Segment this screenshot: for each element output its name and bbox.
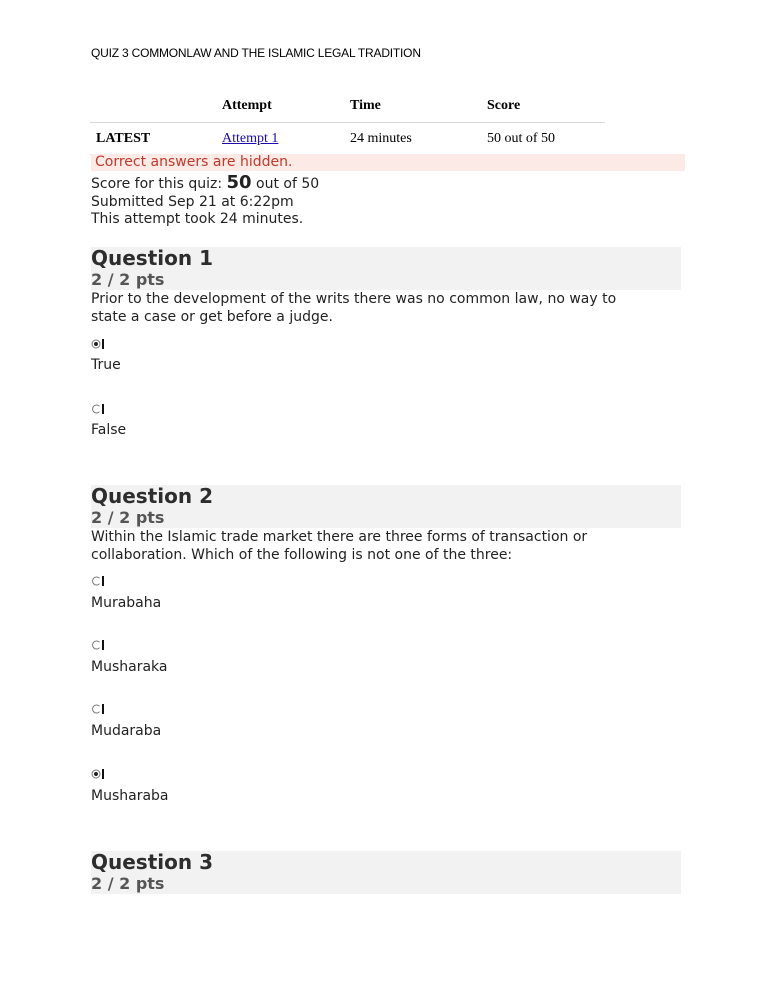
hidden-answers-notice: Correct answers are hidden. <box>91 154 685 171</box>
table-header-row <box>90 90 605 123</box>
answer-option-musharaba[interactable]: Musharaba <box>91 788 169 804</box>
answer-option-mudaraba[interactable]: Mudaraba <box>91 723 162 739</box>
latest-label: LATEST <box>90 123 216 155</box>
duration-line: This attempt took 24 minutes. <box>91 211 304 227</box>
score-cell: 50 out of 50 <box>481 123 605 155</box>
radio-unselected-icon[interactable] <box>91 575 105 587</box>
attempt-cell <box>216 123 344 155</box>
question-2-text-line-1: Within the Islamic trade market there are three forms of transaction or <box>91 529 588 545</box>
question-3-header <box>91 851 681 894</box>
score-suffix: out of 50 <box>256 176 320 192</box>
radio-selected-icon[interactable] <box>91 338 105 350</box>
radio-unselected-icon[interactable] <box>91 703 105 715</box>
score-line <box>91 174 319 194</box>
header-time: Time <box>344 90 481 123</box>
score-value: 50 <box>226 172 252 193</box>
question-2-text-line-2: collaboration. Which of the following is not one of the three: <box>91 546 513 563</box>
question-2-header <box>91 485 681 528</box>
attempt-link[interactable]: Attempt 1 <box>222 130 279 146</box>
time-cell: 24 minutes <box>344 123 481 155</box>
header-blank <box>90 90 216 123</box>
question-2-text <box>91 529 691 564</box>
table-row <box>90 123 605 155</box>
answer-option-false[interactable]: False <box>91 422 127 438</box>
radio-selected-icon[interactable] <box>91 768 105 780</box>
score-prefix: Score for this quiz: <box>91 176 223 192</box>
answer-option-musharaka[interactable]: Musharaka <box>91 659 168 675</box>
question-1-header <box>91 247 681 290</box>
question-3-points: 2 / 2 pts <box>91 874 165 893</box>
document-title: QUIZ 3 COMMONLAW AND THE ISLAMIC LEGAL TRADITION <box>91 46 421 60</box>
header-score: Score <box>481 90 605 123</box>
answer-option-murabaha[interactable]: Murabaha <box>91 595 162 611</box>
attempts-table <box>90 90 605 155</box>
quiz-summary <box>91 174 319 229</box>
radio-unselected-icon[interactable] <box>91 403 105 415</box>
question-1-title: Question 1 <box>91 246 213 270</box>
question-2-title: Question 2 <box>91 484 213 508</box>
header-attempt: Attempt <box>216 90 344 123</box>
question-2-points: 2 / 2 pts <box>91 508 165 527</box>
question-1-text <box>91 291 691 326</box>
question-1-points: 2 / 2 pts <box>91 270 165 289</box>
question-1-text-line-2: state a case or get before a judge. <box>91 308 333 325</box>
question-1-text-line-1: Prior to the development of the writs there was no common law, no way to <box>91 291 617 307</box>
radio-unselected-icon[interactable] <box>91 639 105 651</box>
answer-option-true[interactable]: True <box>91 357 121 373</box>
submitted-line: Submitted Sep 21 at 6:22pm <box>91 193 294 210</box>
question-3-title: Question 3 <box>91 850 213 874</box>
